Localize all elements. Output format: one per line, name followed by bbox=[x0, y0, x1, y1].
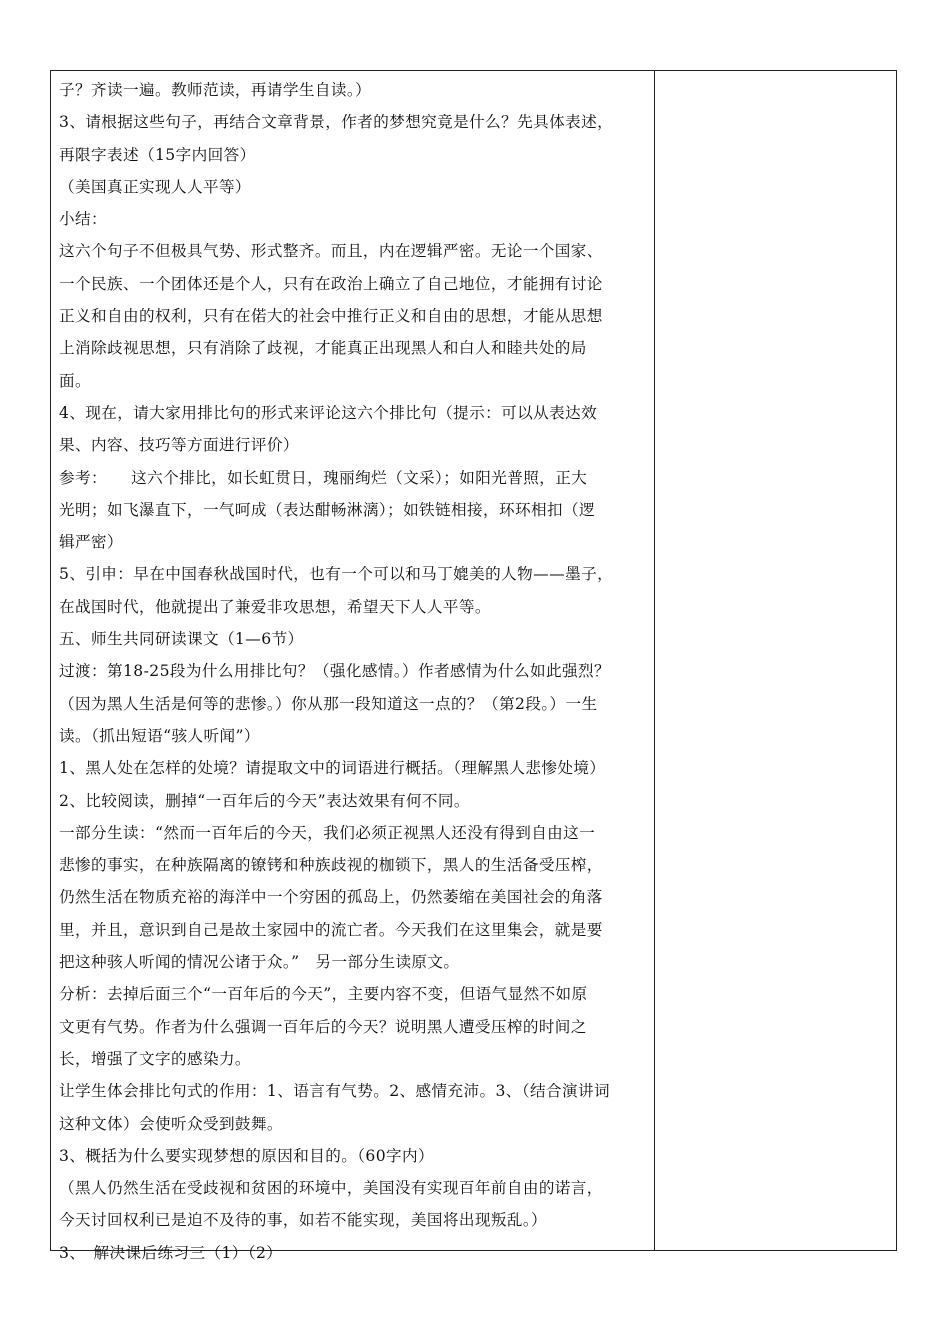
text-line: 一部分生读：“然而一百年后的今天，我们必须正视黑人还没有得到自由这一 bbox=[59, 823, 596, 842]
text-line: 里，并且，意识到自己是故土家园中的流亡者。今天我们在这里集会，就是要 bbox=[59, 920, 603, 939]
text-line: 上消除歧视思想，只有消除了歧视，才能真正出现黑人和白人和睦共处的局 bbox=[59, 339, 587, 358]
text-line: 参考： 这六个排比，如长虹贯日，瑰丽绚烂（文采）；如阳光普照，正大 bbox=[59, 468, 588, 487]
column-divider bbox=[654, 71, 655, 1250]
text-line: 过渡：第18-25段为什么用排比句？（强化感情。）作者感情为什么如此强烈？ bbox=[59, 662, 610, 681]
text-line: 光明；如飞瀑直下，一气呵成（表达酣畅淋漓）；如铁链相接，环环相扣（逻 bbox=[59, 500, 595, 519]
text-line: 读。（抓出短语“骇人听闻”） bbox=[59, 726, 260, 745]
text-line: 把这种骇人听闻的情况公诸于众。” 另一部分生读原文。 bbox=[59, 953, 460, 972]
text-line: （因为黑人生活是何等的悲惨。）你从那一段知道这一点的？（第2段。）一生 bbox=[59, 694, 598, 713]
text-line: （黑人仍然生活在受歧视和贫困的环境中，美国没有实现百年前自由的诺言， bbox=[59, 1179, 603, 1198]
text-line: 文更有气势。作者为什么强调一百年后的今天？说明黑人遭受压榨的时间之 bbox=[59, 1017, 587, 1036]
text-line: 这六个句子不但极具气势、形式整齐。而且，内在逻辑严密。无论一个国家、 bbox=[59, 242, 603, 261]
text-line: 正义和自由的权利，只有在偌大的社会中推行正义和自由的思想，才能从思想 bbox=[59, 307, 603, 326]
text-line: 2、比较阅读，删掉“一百年后的今天”表达效果有何不同。 bbox=[59, 791, 470, 810]
text-line: 让学生体会排比句式的作用：1、语言有气势。2、感情充沛。3、（结合演讲词 bbox=[59, 1082, 610, 1101]
text-line: 4、现在，请大家用排比句的形式来评论这六个排比句（提示：可以从表达效 bbox=[59, 403, 598, 422]
text-line: （美国真正实现人人平等） bbox=[59, 177, 251, 196]
text-line: 子？齐读一遍。教师范读，再请学生自读。） bbox=[59, 81, 372, 99]
text-line: 悲惨的事实，在种族隔离的镣铐和种族歧视的枷锁下，黑人的生活备受压榨， bbox=[59, 856, 603, 875]
text-line: 1、黑人处在怎样的处境？请提取文中的词语进行概括。（理解黑人悲惨处境） bbox=[59, 759, 606, 778]
notes-column bbox=[656, 71, 896, 1250]
lesson-table bbox=[50, 70, 897, 1262]
text-line: 五、师生共同研读课文（1—6节） bbox=[59, 630, 304, 649]
text-line: 分析：去掉后面三个“一百年后的今天”，主要内容不变，但语气显然不如原 bbox=[59, 985, 588, 1004]
text-line: 辑严密） bbox=[59, 533, 123, 552]
text-line: 3、请根据这些句子，再结合文章背景，作者的梦想究竟是什么？先具体表述， bbox=[59, 113, 614, 132]
text-line: 一个民族、一个团体还是个人，只有在政治上确立了自己地位，才能拥有讨论 bbox=[59, 274, 603, 293]
text-line: 仍然生活在物质充裕的海洋中一个穷困的孤岛上，仍然萎缩在美国社会的角落 bbox=[59, 888, 603, 907]
text-line: 3、 解决课后练习三（1）（2） bbox=[59, 1243, 283, 1262]
text-line: 长，增强了文字的感染力。 bbox=[59, 1049, 251, 1068]
text-line: 这种文体）会使听众受到鼓舞。 bbox=[59, 1114, 283, 1133]
lesson-content-column bbox=[59, 74, 647, 1269]
text-line: 再限字表述（15字内回答） bbox=[59, 145, 256, 164]
text-line: 5、引申：早在中国春秋战国时代，也有一个可以和马丁媲美的人物——墨子， bbox=[59, 565, 614, 584]
text-line: 面。 bbox=[59, 371, 91, 390]
text-line: 小结： bbox=[59, 210, 107, 229]
text-line: 果、内容、技巧等方面进行评价） bbox=[59, 436, 299, 455]
text-line: 今天讨回权利已是迫不及待的事，如若不能实现，美国将出现叛乱。） bbox=[59, 1211, 548, 1230]
text-line: 3、概括为什么要实现梦想的原因和目的。（60字内） bbox=[59, 1146, 435, 1165]
text-line: 在战国时代，他就提出了兼爱非攻思想，希望天下人人平等。 bbox=[59, 597, 491, 616]
